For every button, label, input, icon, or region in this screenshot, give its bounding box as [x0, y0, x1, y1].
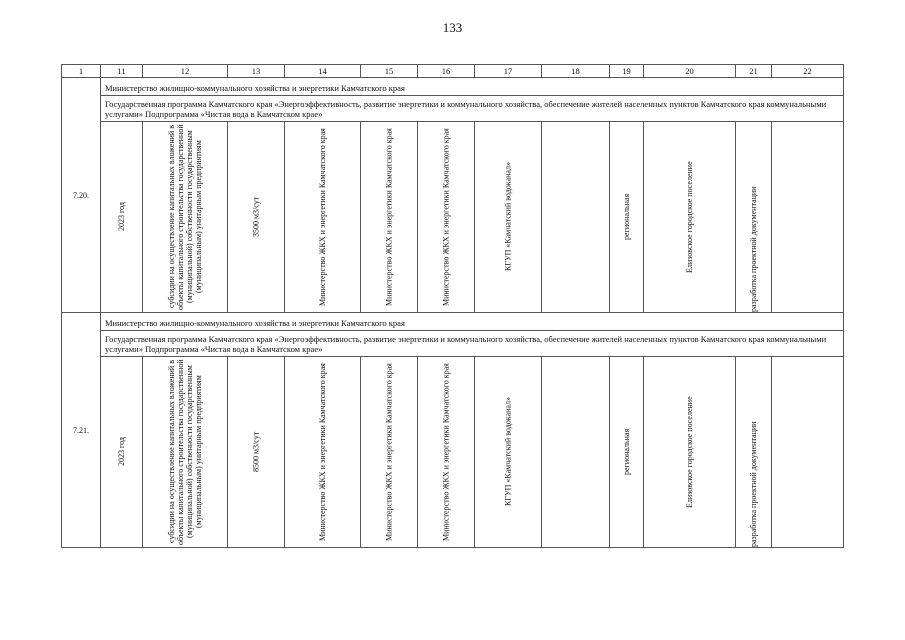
customer-org-cell: Министерство ЖКХ и энергетики Камчатского края — [384, 363, 394, 541]
column-header: 16 — [418, 65, 475, 78]
settlement-cell: Елизовское городское поселение — [685, 396, 694, 508]
administrator-org-cell: Министерство ЖКХ и энергетики Камчатского края — [441, 128, 451, 306]
settlement-cell: Елизовское городское поселение — [685, 161, 694, 273]
column-header: 12 — [143, 65, 228, 78]
ownership-level-cell: региональная — [622, 193, 631, 241]
customer-org-cell: Министерство ЖКХ и энергетики Камчатского края — [384, 128, 394, 306]
column-header: 14 — [285, 65, 361, 78]
row-number: 7.21. — [62, 313, 101, 548]
column-header: 15 — [361, 65, 418, 78]
empty-cell — [542, 357, 609, 547]
column-header: 19 — [610, 65, 644, 78]
column-header: 20 — [644, 65, 736, 78]
capacity-cell: 3500 м3/сут — [251, 196, 261, 238]
contractor-cell: КГУП «Камчатский водоканал» — [503, 162, 513, 272]
program-name: Государственная программа Камчатского края «Энергоэффективность, развитие энергетики и коммунального хозяйства, обеспечение жителей населенных пунктов Камчатского края коммунальными услугами» Подпрограмма «Чистая вода в Камчатском крае» — [101, 331, 844, 357]
year-cell: 2023 год — [117, 202, 126, 232]
subsidy-cell: субсидии на осуществление капитальных вложений в объекты капитального строительства государственной (муниципальной) собственности государственным (муниципальным) унитарным предприятиям — [167, 124, 203, 310]
capacity-cell: 8500 м3/сут — [251, 431, 261, 473]
ministry-row — [62, 313, 844, 331]
column-header: 21 — [736, 65, 772, 78]
data-row — [62, 122, 844, 313]
registry-table — [61, 64, 844, 548]
subsidy-cell: субсидии на осуществление капитальных вложений в объекты капитального строительства государственной (муниципальной) собственности государственным (муниципальным) унитарным предприятиям — [167, 359, 203, 545]
ministry-name: Министерство жилищно-коммунального хозяйства и энергетики Камчатского края — [101, 78, 844, 96]
empty-cell — [772, 122, 843, 312]
responsible-org-cell: Министерство ЖКХ и энергетики Камчатского края — [318, 363, 327, 541]
column-header: 13 — [228, 65, 285, 78]
program-row — [62, 96, 844, 122]
ministry-name: Министерство жилищно-коммунального хозяйства и энергетики Камчатского края — [101, 313, 844, 331]
program-name: Государственная программа Камчатского края «Энергоэффективность, развитие энергетики и коммунального хозяйства, обеспечение жителей населенных пунктов Камчатского края коммунальными услугами» Подпрограмма «Чистая вода в Камчатском крае» — [101, 96, 844, 122]
column-header: 17 — [475, 65, 542, 78]
column-header: 18 — [542, 65, 610, 78]
purpose-cell: разработка проектной документации — [749, 186, 758, 312]
row-number: 7.20. — [62, 78, 101, 313]
empty-cell — [542, 122, 609, 312]
responsible-org-cell: Министерство ЖКХ и энергетики Камчатского края — [318, 128, 327, 306]
program-row — [62, 331, 844, 357]
data-row — [62, 357, 844, 548]
page-number: 133 — [442, 20, 463, 35]
ministry-row — [62, 78, 844, 96]
contractor-cell: КГУП «Камчатский водоканал» — [503, 397, 513, 507]
administrator-org-cell: Министерство ЖКХ и энергетики Камчатского края — [441, 363, 451, 541]
column-header: 11 — [101, 65, 143, 78]
ownership-level-cell: региональная — [622, 428, 631, 476]
empty-cell — [772, 357, 843, 547]
column-header: 1 — [62, 65, 101, 78]
purpose-cell: разработка проектной документации — [749, 421, 758, 547]
year-cell: 2023 год — [117, 437, 126, 467]
column-header-row — [62, 65, 844, 78]
column-header: 22 — [772, 65, 844, 78]
